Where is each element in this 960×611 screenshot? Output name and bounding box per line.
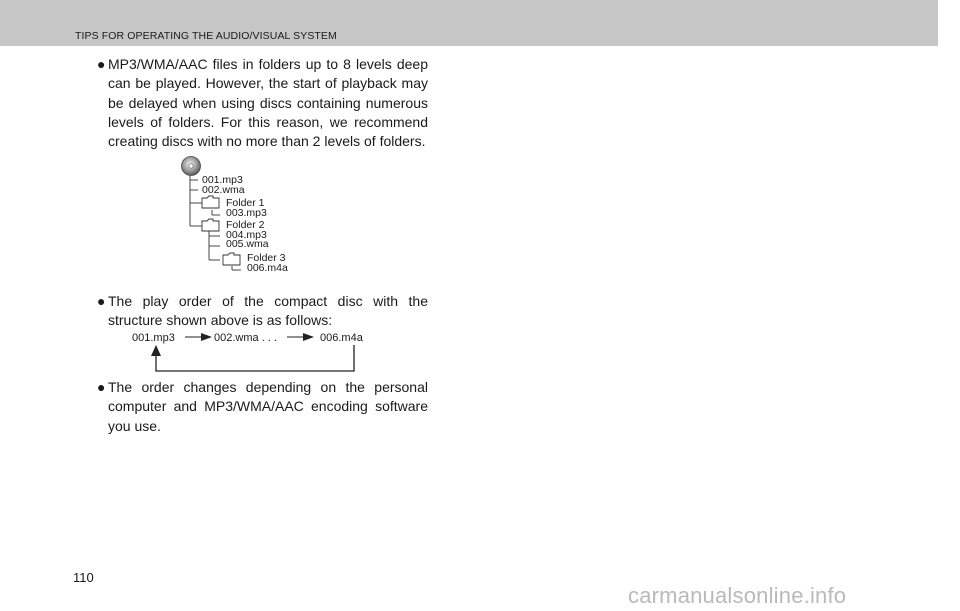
folder-icon — [223, 253, 240, 265]
play-last-file: 006.m4a — [320, 332, 363, 344]
file-label: 004.mp3 — [226, 229, 267, 241]
bullet-folder-levels — [97, 55, 428, 151]
file-label: 001.mp3 — [202, 174, 243, 186]
bullet-play-order — [97, 292, 428, 331]
bullet-text: MP3/WMA/AAC files in folders up to 8 levels deep can be played. However, the start of playback may be delayed when using discs containing numerous levels of folders. For this reason, we recommend creating discs with no more than 2 levels of folders. — [108, 56, 428, 150]
watermark: carmanualsonline.info — [628, 583, 847, 608]
folder-icon — [202, 196, 219, 208]
bullet-text: The play order of the compact disc with the structure shown above is as follows: — [108, 293, 428, 329]
page-number: 110 — [73, 570, 94, 585]
bullet-icon: ● — [97, 379, 106, 395]
arrow-right-icon — [287, 333, 314, 341]
file-label: 005.wma — [226, 238, 269, 250]
file-label: 006.m4a — [247, 262, 288, 274]
section-title: TIPS FOR OPERATING THE AUDIO/VISUAL SYSTEM — [75, 30, 337, 42]
folder-label: Folder 1 — [226, 197, 265, 209]
play-middle-file: 002.wma . . . — [214, 332, 277, 344]
disc-icon — [182, 157, 201, 176]
arrow-up-icon — [151, 345, 161, 356]
folder-label: Folder 3 — [247, 252, 286, 264]
folder-icon — [202, 219, 219, 231]
tree-lines — [190, 176, 241, 270]
bullet-text: The order changes depending on the personal computer and MP3/WMA/AAC encoding software you use. — [108, 379, 428, 434]
file-label: 003.mp3 — [226, 207, 267, 219]
bullet-icon: ● — [97, 56, 106, 72]
folder-label: Folder 2 — [226, 219, 265, 231]
loop-back-arrow — [156, 345, 354, 371]
bullet-icon: ● — [97, 293, 106, 309]
arrow-right-icon — [185, 333, 212, 341]
bullet-encoding-note — [97, 378, 428, 436]
play-first-file: 001.mp3 — [132, 332, 175, 344]
file-label: 002.wma — [202, 184, 245, 196]
